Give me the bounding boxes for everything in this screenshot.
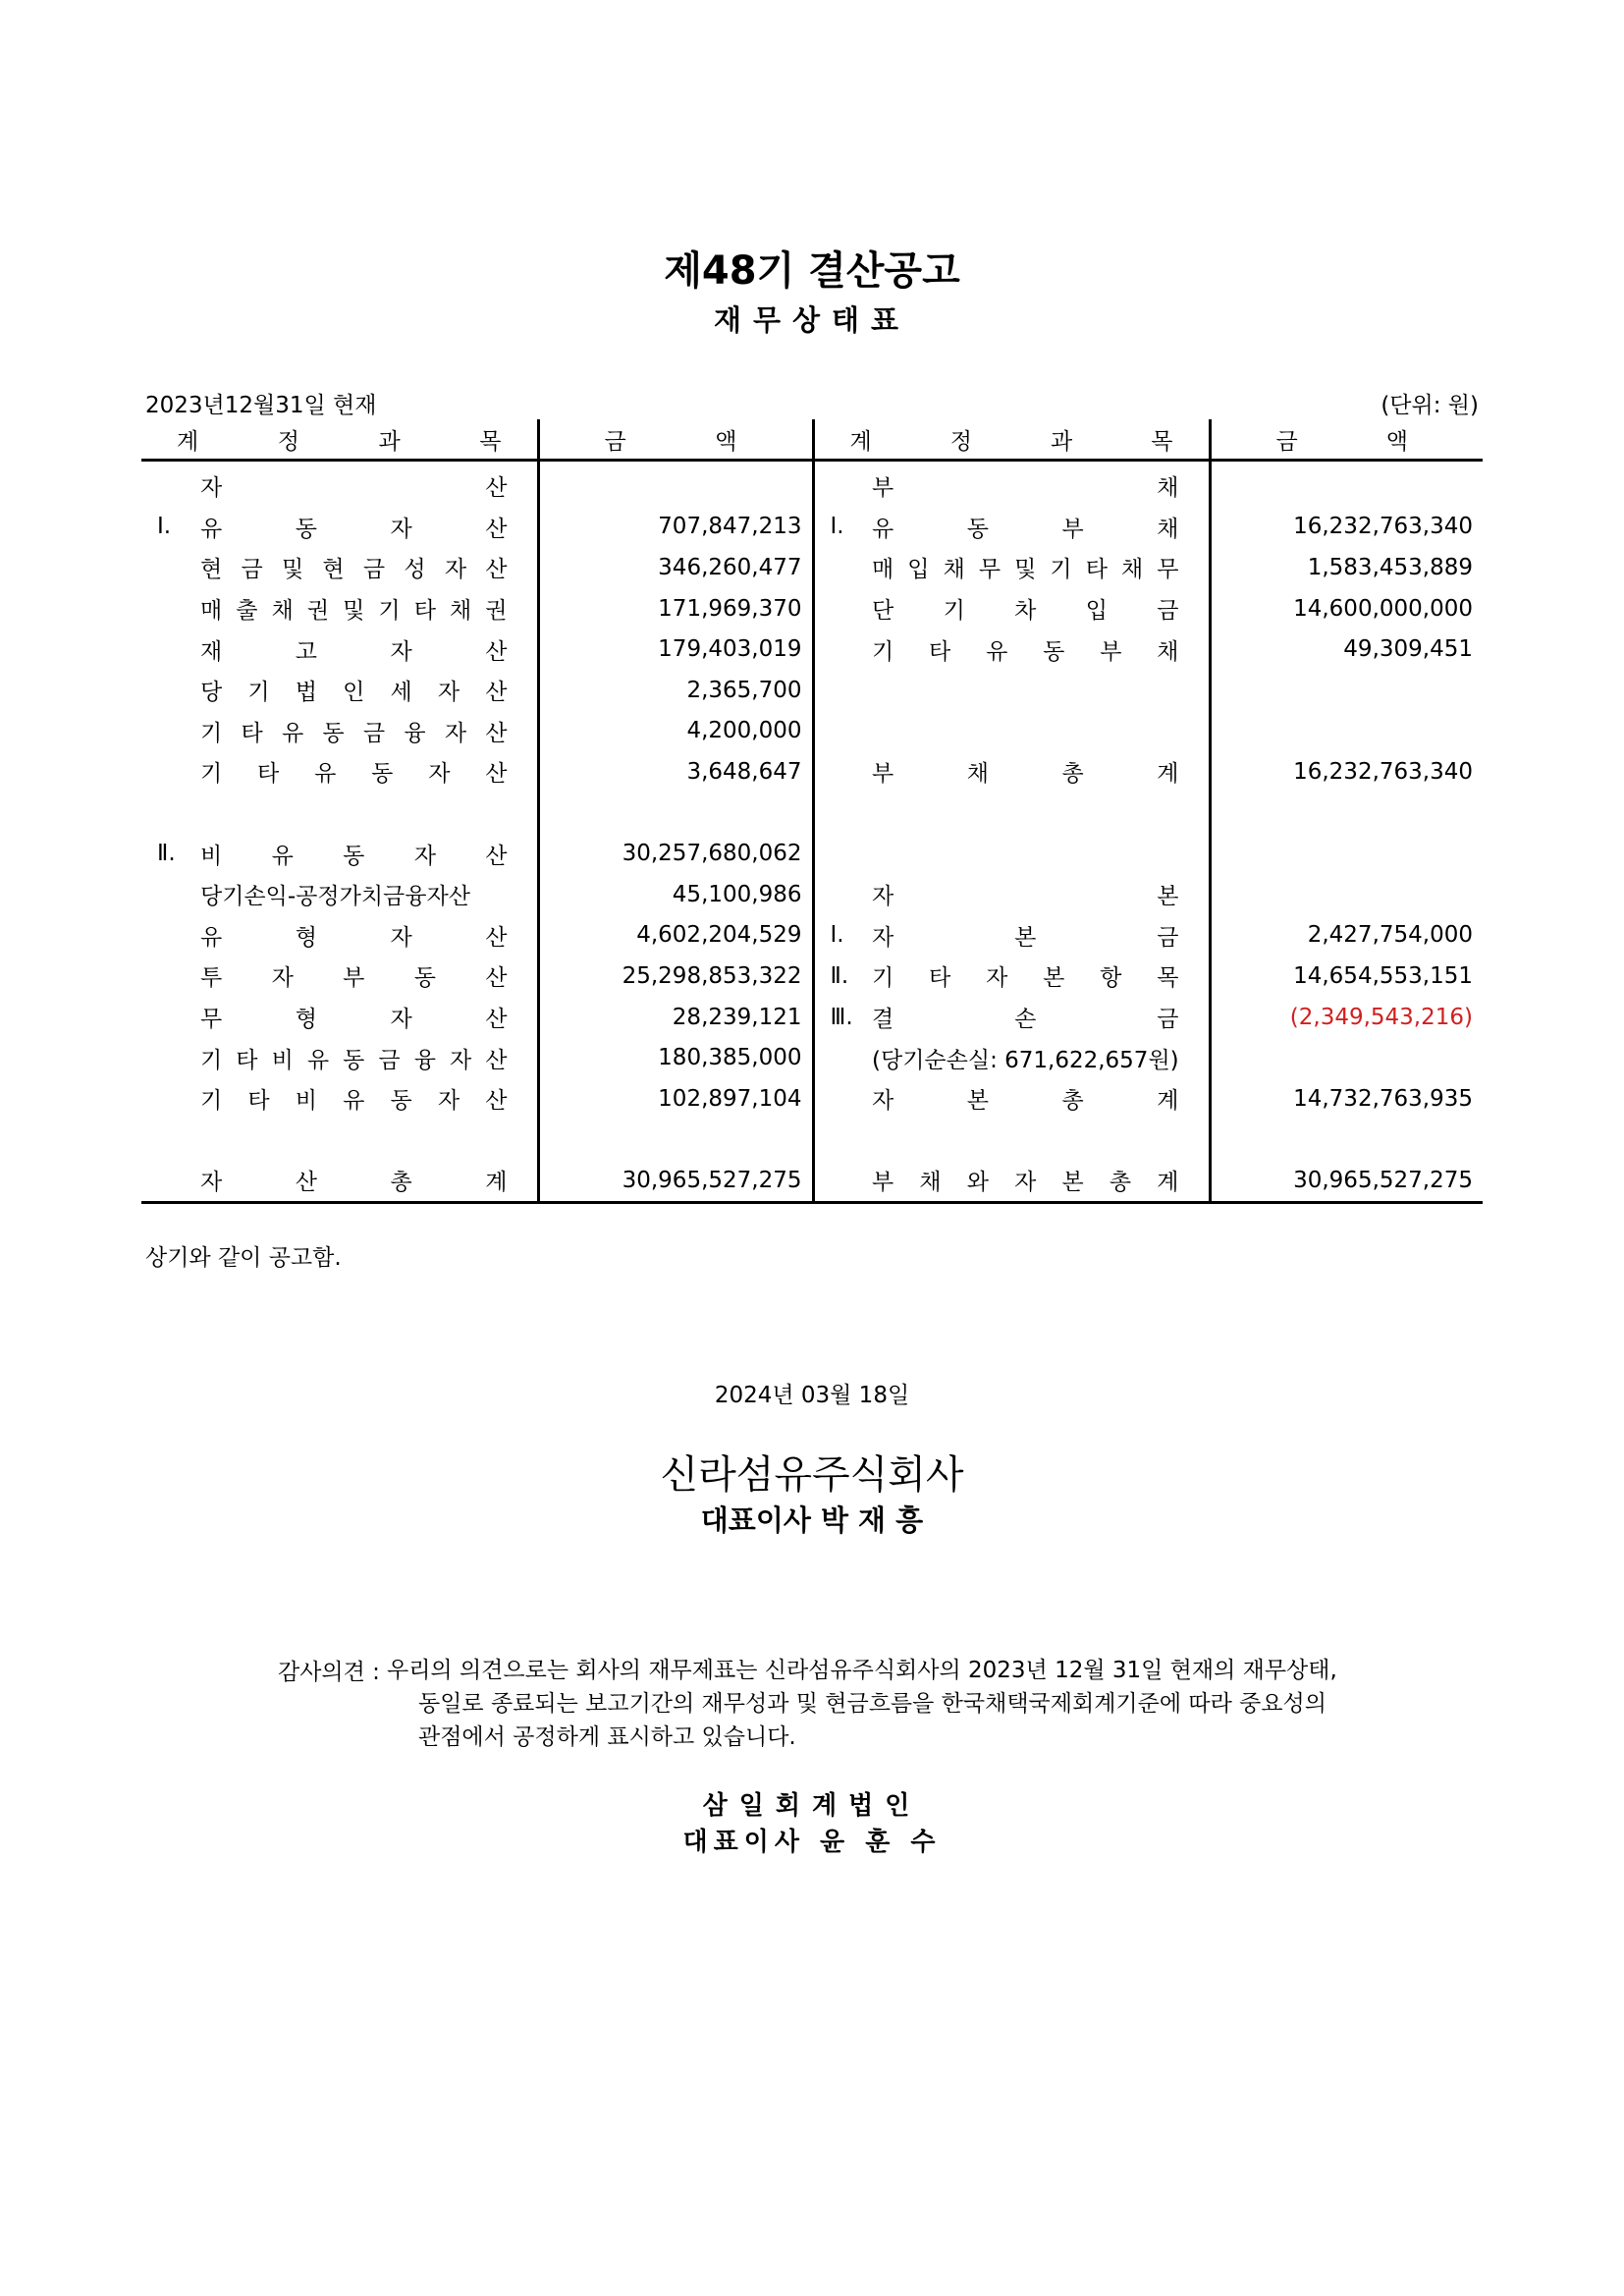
right-account	[872, 997, 1210, 1038]
left-amount	[538, 547, 813, 588]
right-account	[872, 833, 1210, 874]
announcement-date: 2024년 03월 18일	[714, 1383, 910, 1408]
left-account	[200, 751, 538, 793]
audit-opinion-line-3: 관점에서 공정하게 표시하고 있습니다.	[418, 1724, 796, 1750]
right-account	[872, 1078, 1210, 1120]
right-account	[872, 1160, 1210, 1202]
table-row	[141, 997, 1483, 1038]
table-row	[141, 711, 1483, 752]
left-account	[200, 547, 538, 588]
right-roman	[813, 915, 872, 957]
left-account-text: 유 동 자 산	[200, 516, 508, 542]
company-name: 신라섬유주식회사	[660, 1452, 964, 1498]
left-amount	[538, 670, 813, 711]
left-amount	[538, 915, 813, 957]
left-roman-text: Ⅰ.	[157, 514, 172, 540]
right-amount	[1210, 1078, 1483, 1120]
right-amount-text: (2,349,543,216)	[1289, 1004, 1473, 1030]
right-roman	[813, 547, 872, 588]
right-amount	[1210, 874, 1483, 915]
right-roman-text: Ⅱ.	[830, 962, 849, 989]
left-roman	[141, 1078, 200, 1120]
right-roman	[813, 751, 872, 793]
right-amount-text: 14,732,763,935	[1293, 1085, 1473, 1112]
table-row	[141, 629, 1483, 670]
audit-opinion-line-2: 동일로 종료되는 보고기간의 재무성과 및 현금흐름을 한국채택국제회계기준에 따라 중요성의	[418, 1691, 1326, 1717]
left-amount-text: 171,969,370	[658, 595, 802, 622]
left-roman	[141, 1160, 200, 1202]
table-row	[141, 915, 1483, 957]
right-account	[872, 956, 1210, 997]
auditor-name: 삼일회계법인	[702, 1791, 922, 1821]
left-roman	[141, 588, 200, 629]
left-roman-text: Ⅱ.	[157, 841, 176, 867]
left-account	[200, 670, 538, 711]
left-roman	[141, 507, 200, 548]
right-amount-text: 14,600,000,000	[1293, 595, 1473, 622]
right-amount	[1210, 833, 1483, 874]
unit-label: (단위: 원)	[1380, 393, 1479, 418]
right-account	[872, 588, 1210, 629]
left-amount-text: 3,648,647	[686, 758, 802, 785]
left-amount	[538, 711, 813, 752]
right-roman	[813, 588, 872, 629]
left-account	[200, 997, 538, 1038]
left-amount-text: 179,403,019	[658, 636, 802, 663]
left-amount-text: 4,602,204,529	[636, 922, 802, 949]
left-account	[200, 1120, 538, 1161]
table-row	[141, 1078, 1483, 1120]
right-amount	[1210, 997, 1483, 1038]
right-account-text: 매 입 채 무 및 기 타 채 무	[872, 557, 1179, 583]
table-row	[141, 547, 1483, 588]
right-amount	[1210, 751, 1483, 793]
right-amount	[1210, 793, 1483, 834]
left-account-text: 유 형 자 산	[200, 924, 508, 951]
left-roman	[141, 1120, 200, 1161]
right-account	[872, 461, 1210, 507]
right-account-text: 자 본	[872, 884, 1179, 910]
left-account-text: 당기손익-공정가치금융자산	[200, 884, 470, 910]
right-roman	[813, 833, 872, 874]
left-account	[200, 711, 538, 752]
right-account	[872, 711, 1210, 752]
left-account	[200, 1160, 538, 1202]
left-amount	[538, 1078, 813, 1120]
right-roman	[813, 1037, 872, 1078]
right-roman	[813, 793, 872, 834]
table-row	[141, 670, 1483, 711]
header-amount-left-text: 금 액	[604, 428, 737, 455]
right-amount-text: 16,232,763,340	[1293, 758, 1473, 785]
left-account	[200, 1037, 538, 1078]
right-amount	[1210, 547, 1483, 588]
table-row	[141, 793, 1483, 834]
left-roman	[141, 997, 200, 1038]
left-roman	[141, 915, 200, 957]
right-amount	[1210, 1037, 1483, 1078]
audit-opinion-line-1: 우리의 의견으로는 회사의 재무제표는 신라섬유주식회사의 2023년 12월 31일 현재의 재무상태,	[387, 1658, 1337, 1683]
left-amount	[538, 1037, 813, 1078]
left-amount-text: 4,200,000	[686, 718, 802, 744]
right-account-text: 부 채 총 계	[872, 761, 1179, 788]
table-row	[141, 507, 1483, 548]
right-roman	[813, 670, 872, 711]
notice-title: 제48기 결산공고	[664, 248, 960, 294]
table-row	[141, 1120, 1483, 1161]
right-amount-text: 30,965,527,275	[1293, 1167, 1473, 1193]
right-account-text: 유 동 부 채	[872, 516, 1179, 542]
right-account-text: 기 타 유 동 부 채	[872, 638, 1179, 665]
left-account	[200, 793, 538, 834]
left-amount	[538, 997, 813, 1038]
left-amount-text: 25,298,853,322	[622, 962, 802, 989]
left-roman	[141, 793, 200, 834]
right-account-text: 기 타 자 본 항 목	[872, 965, 1179, 992]
left-amount	[538, 629, 813, 670]
right-account	[872, 793, 1210, 834]
left-account-text: 기 타 비 유 동 자 산	[200, 1088, 508, 1115]
left-amount	[538, 833, 813, 874]
right-account	[872, 629, 1210, 670]
left-amount	[538, 1160, 813, 1202]
left-account	[200, 1078, 538, 1120]
right-amount-text: 2,427,754,000	[1307, 922, 1473, 949]
right-account-text: 자 본 총 계	[872, 1088, 1179, 1115]
right-account-text: 부 채 와 자 본 총 계	[872, 1170, 1179, 1196]
table-row	[141, 874, 1483, 915]
right-roman	[813, 1078, 872, 1120]
left-account	[200, 588, 538, 629]
left-amount	[538, 461, 813, 507]
left-account-text: 매 출 채 권 및 기 타 채 권	[200, 598, 508, 625]
right-roman	[813, 1120, 872, 1161]
right-roman	[813, 997, 872, 1038]
right-amount	[1210, 629, 1483, 670]
right-account	[872, 1120, 1210, 1161]
right-amount	[1210, 956, 1483, 997]
right-amount	[1210, 588, 1483, 629]
right-amount	[1210, 915, 1483, 957]
auditor-ceo: 대표이사 윤 훈 수	[682, 1828, 942, 1857]
right-roman	[813, 461, 872, 507]
table-header-row	[141, 419, 1483, 461]
left-account	[200, 915, 538, 957]
left-amount	[538, 956, 813, 997]
right-account	[872, 507, 1210, 548]
left-account-text: 기 타 유 동 자 산	[200, 761, 508, 788]
left-amount-text: 707,847,213	[658, 514, 802, 540]
left-roman	[141, 461, 200, 507]
left-amount-text: 2,365,700	[686, 677, 802, 703]
left-amount	[538, 1120, 813, 1161]
right-account-text: 부 채	[872, 475, 1179, 502]
table-row	[141, 588, 1483, 629]
table-row	[141, 461, 1483, 507]
left-roman	[141, 629, 200, 670]
table-row	[141, 956, 1483, 997]
table-row	[141, 751, 1483, 793]
right-account	[872, 670, 1210, 711]
left-account	[200, 833, 538, 874]
right-roman	[813, 956, 872, 997]
left-account-text: 무 형 자 산	[200, 1007, 508, 1033]
left-amount-text: 28,239,121	[672, 1004, 802, 1030]
left-account-text: 자 산 총 계	[200, 1170, 508, 1196]
left-account-text: 비 유 동 자 산	[200, 843, 508, 869]
left-roman	[141, 547, 200, 588]
right-roman-text: Ⅰ.	[830, 514, 844, 540]
left-account	[200, 461, 538, 507]
header-amount-right	[1210, 419, 1483, 461]
left-account-text: 재 고 자 산	[200, 638, 508, 665]
right-roman-text: Ⅲ.	[830, 1004, 853, 1030]
balance-sheet-table	[141, 419, 1483, 1204]
right-account	[872, 1037, 1210, 1078]
left-account-text: 당 기 법 인 세 자 산	[200, 680, 508, 706]
left-amount-text: 45,100,986	[672, 881, 802, 907]
audit-opinion-label: 감사의견 :	[278, 1660, 380, 1685]
header-account-right-text: 계 정 과 목	[849, 428, 1173, 455]
right-account-text: (당기순손실: 671,622,657원)	[872, 1047, 1179, 1073]
right-amount	[1210, 507, 1483, 548]
right-account	[872, 547, 1210, 588]
right-roman-text: Ⅰ.	[830, 922, 844, 949]
audit-opinion-text	[387, 1654, 1400, 1754]
as-of-date: 2023년12월31일 현재	[145, 393, 377, 418]
left-roman	[141, 956, 200, 997]
left-roman	[141, 751, 200, 793]
left-amount	[538, 874, 813, 915]
left-account-text: 자 산	[200, 475, 508, 502]
table-row	[141, 1037, 1483, 1078]
left-account-text: 기 타 비 유 동 금 융 자 산	[200, 1047, 508, 1073]
right-amount	[1210, 1160, 1483, 1202]
left-account	[200, 956, 538, 997]
table-row	[141, 833, 1483, 874]
left-account-text: 투 자 부 동 산	[200, 965, 508, 992]
right-roman	[813, 874, 872, 915]
left-account	[200, 874, 538, 915]
left-amount	[538, 751, 813, 793]
left-roman	[141, 1037, 200, 1078]
left-amount	[538, 588, 813, 629]
right-account-text: 자 본 금	[872, 924, 1179, 951]
left-account	[200, 629, 538, 670]
right-roman	[813, 507, 872, 548]
right-account-text: 단 기 차 입 금	[872, 598, 1179, 625]
left-account-text: 현 금 및 현 금 성 자 산	[200, 557, 508, 583]
left-amount-text: 180,385,000	[658, 1045, 802, 1071]
right-amount	[1210, 670, 1483, 711]
header-account-left-text: 계 정 과 목	[177, 428, 502, 455]
right-amount-text: 49,309,451	[1343, 636, 1473, 663]
left-amount-text: 346,260,477	[658, 554, 802, 580]
table-row	[141, 1160, 1483, 1202]
right-amount	[1210, 711, 1483, 752]
left-roman	[141, 670, 200, 711]
left-amount-text: 102,897,104	[658, 1085, 802, 1112]
right-account	[872, 915, 1210, 957]
header-account-left	[141, 419, 538, 461]
right-account	[872, 751, 1210, 793]
right-account-text: 결 손 금	[872, 1007, 1179, 1033]
right-roman	[813, 629, 872, 670]
header-amount-right-text: 금 액	[1275, 428, 1408, 455]
right-roman	[813, 1160, 872, 1202]
statement-subtitle: 재무상태표	[713, 303, 911, 337]
right-account	[872, 874, 1210, 915]
left-amount-text: 30,965,527,275	[622, 1167, 802, 1193]
left-account-text: 기 타 유 동 금 융 자 산	[200, 720, 508, 746]
header-amount-left	[538, 419, 813, 461]
right-amount-text: 1,583,453,889	[1307, 554, 1473, 580]
left-account	[200, 507, 538, 548]
left-roman	[141, 874, 200, 915]
right-amount-text: 14,654,553,151	[1293, 962, 1473, 989]
right-amount	[1210, 461, 1483, 507]
left-amount	[538, 507, 813, 548]
header-account-right	[813, 419, 1210, 461]
left-roman	[141, 711, 200, 752]
notice-text: 상기와 같이 공고함.	[145, 1245, 342, 1271]
company-ceo: 대표이사 박 재 흥	[700, 1503, 924, 1537]
left-amount	[538, 793, 813, 834]
left-amount-text: 30,257,680,062	[622, 841, 802, 867]
right-roman	[813, 711, 872, 752]
right-amount-text: 16,232,763,340	[1293, 514, 1473, 540]
right-amount	[1210, 1120, 1483, 1161]
left-roman	[141, 833, 200, 874]
